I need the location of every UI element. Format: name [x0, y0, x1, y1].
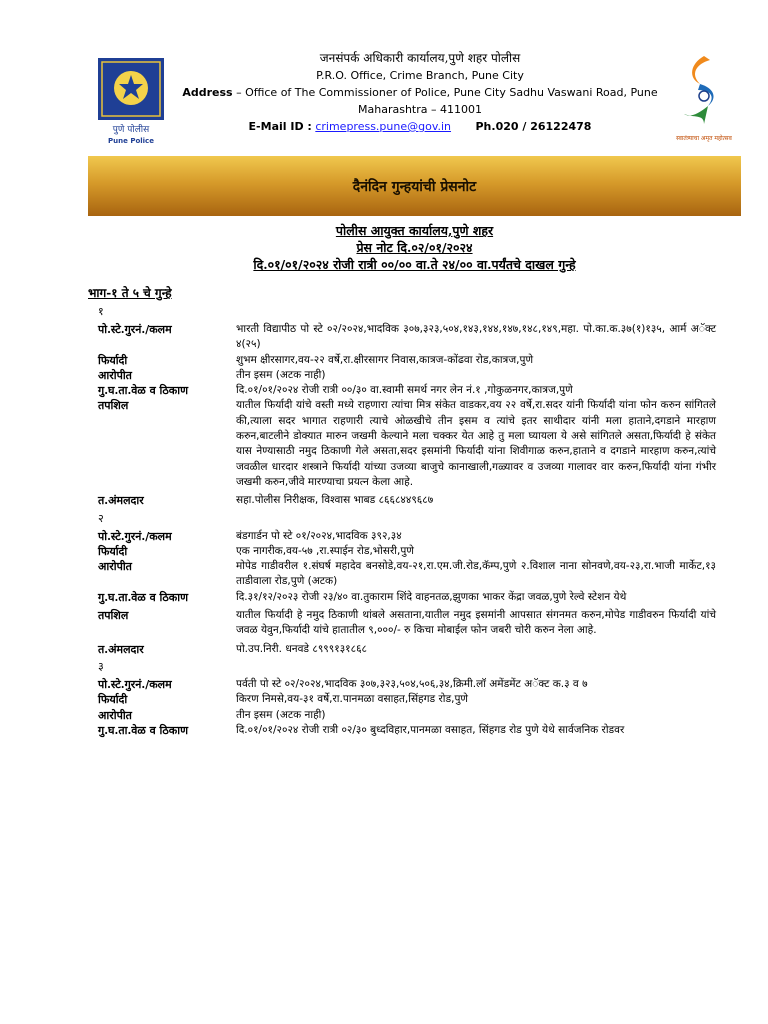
field-value: तीन इसम (अटक नाही) [236, 708, 326, 721]
field-value: यातील फिर्यादी हे नमुद ठिकाणी थांबले असताना,यातील नमुद इसमांनी आपसात संगनमत करुन,मोपेड गाडीवरुन फिर्यादी यांचे जवळ येवुन,फिर्यादी यांचे हातातील ९,०००/- रु किचा मोबाईल फोन जबरी चोरी करुन नेला आहे. [236, 609, 716, 637]
title-line-1-text: पोलीस आयुक्त कार्यालय,पुणे शहर [335, 223, 494, 238]
field-value: पो.उप.निरी. धनवडे ८९९९१३१८६८ [236, 642, 367, 655]
letterhead-text [170, 50, 670, 135]
case-number: १ [98, 305, 104, 318]
case-list [98, 302, 716, 738]
office-title: जनसंपर्क अधिकारी कार्यालय,पुणे शहर पोलीस [319, 51, 521, 65]
email-link[interactable]: crimepress.pune@gov.in [315, 120, 452, 133]
field-label: त.अंमलदार [98, 642, 144, 656]
field-value: दि.०१/०१/२०२४ रोजी रात्री ०२/३० बुध्दविहार,पानमळा वसाहत, सिंहगड रोड पुणे येथे सार्वजनिक रोडवर [236, 723, 625, 736]
field-value: शुभम क्षीरसागर,वय-२२ वर्षे,रा.क्षीरसागर निवास,कात्रज-कोंढवा रोड,कात्रज,पुणे [236, 353, 534, 366]
case-field-time-place [98, 590, 716, 605]
field-label: फिर्यादी [98, 693, 128, 707]
field-label: पो.स्टे.गुरनं./कलम [98, 323, 172, 336]
case-field-time-place [98, 383, 716, 398]
phone-number: Ph.020 / 26122478 [475, 120, 592, 133]
field-label: फिर्यादी [98, 353, 128, 367]
field-value: भारती विद्यापीठ पो स्टे ०२/२०२४,भादविक ३०७,३२३,५०४,१४३,१४४,१४७,१४८,१४९,महा. पो.का.क.३७(१)१३५, आर्म अॅक्ट ४(२५) [236, 323, 716, 351]
case-field-complainant [98, 692, 716, 707]
field-label: गु.घ.ता.वेळ व ठिकाण [98, 384, 189, 398]
office-address [170, 84, 670, 101]
title-banner [88, 156, 741, 216]
letterhead [0, 0, 768, 150]
case-field-complainant [98, 353, 716, 368]
banner-title: दैनंदिन गुन्हयांची प्रेसनोट [352, 178, 477, 195]
field-label: तपशिल [98, 399, 129, 413]
office-subtitle: P.R.O. Office, Crime Branch, Pune City [316, 69, 524, 82]
field-value: मोपेड गाडीवरील १.संघर्ष महादेव बनसोडे,वय-२१,रा.एम.जी.रोड,कॅम्प,पुणे २.विशाल नाना सोनवणे,वय-२३,रा.भाजी मार्केट,१३ ताडीवाला रोड,पुणे (अटक) [236, 560, 716, 588]
field-label: तपशिल [98, 609, 129, 623]
title-line-3 [88, 256, 741, 273]
field-value: दि.३१/१२/२०२३ रोजी २३/४० वा.तुकाराम शिंदे वाहनतळ,झुणका भाकर केंद्रा जवळ,पुणे रेल्वे स्टेशन येथे [236, 590, 627, 603]
office-address-2: Maharashtra – 411001 [358, 103, 482, 116]
amrit-mahotsav-logo-icon [660, 44, 748, 148]
case-field-time-place [98, 723, 716, 738]
part-heading: भाग-१ ते ५ चे गुन्हे [88, 286, 172, 300]
field-value: सहा.पोलीस निरीक्षक, विश्वास भाबड ८६६८४४९६८७ [236, 494, 434, 507]
field-label: गु.घ.ता.वेळ व ठिकाण [98, 590, 189, 604]
field-label: आरोपीत [98, 708, 132, 722]
field-value: एक नागरीक,वय-५७ ,रा.स्पाईन रोड,भोसरी,पुणे [236, 544, 414, 557]
case-field-station [98, 322, 716, 353]
case-field-details [98, 398, 716, 490]
case-field-complainant [98, 544, 716, 559]
case-field-details [98, 608, 716, 639]
address-label: Address [182, 86, 233, 99]
case-field-accused [98, 368, 716, 383]
field-value: दि.०१/०१/२०२४ रोजी रात्री ००/३० वा.स्वामी समर्थ नगर लेन नं.१ ,गोकुळनगर,कात्रज,पुणे [236, 384, 573, 397]
case-field-station [98, 677, 716, 692]
field-value: यातील फिर्यादी यांचे वस्ती मध्ये राहणारा त्यांचा मित्र संकेत वाडकर,वय २२ वर्षे,रा.सदर यांनी फिर्यादी यांना फोन करुन सांगितले की,त्याला सदर भागात राहणारी त्याचे ओळखीचे तीन इसम व त्यांचे इतर साथीदार यांनी मला हाताने,दगडाने मारहाण करुन,बाटलीने डोक्यात मारुन जखमी केल्याने मला चक्कर येत आहे तु मला घ्यायला ये असे सांगितले असता,फिर्यादी हे संकेत यास नेण्यासाठी नमुद ठिकाणी गेले असता,सदर इसमांनी फिर्यादी यांना शिवीगाळ करुन,हाताने व दगडाने मारहाण करुन,त्यांचे जवळील धारदार शस्त्राने फिर्यादी यांच्या उजव्या बाजुचे कानाखाली,गळ्यावर व उजव्या गालावर वार करुन,फिर्यादी यांना गंभीर जखमी करुन,जीवे मारण्याचा प्रयत्न केला आहे. [236, 399, 716, 488]
field-label: पो.स्टे.गुरनं./कलम [98, 677, 172, 691]
press-note-titles [88, 222, 741, 273]
case-number: २ [98, 511, 104, 525]
field-label: फिर्यादी [98, 544, 128, 558]
pune-police-emblem-icon [98, 58, 164, 148]
logo-left-text-en: Pune Police [108, 137, 154, 145]
field-label: त.अंमलदार [98, 494, 144, 508]
case-field-accused [98, 708, 716, 723]
case-field-officer [98, 642, 716, 657]
title-line-2-text: प्रेस नोट दि.०२/०१/२०२४ [356, 240, 473, 255]
field-value: किरण निमसे,वय-३१ वर्षे,रा.पानमळा वसाहत,सिंहगड रोड,पुणे [236, 693, 469, 706]
field-label: पो.स्टे.गुरनं./कलम [98, 529, 172, 543]
logo-right-text: स्वातंत्र्याचा अमृत महोत्सव [676, 135, 732, 142]
email-label: E-Mail ID : [248, 120, 312, 133]
logo-left-text: पुणे पोलीस [112, 125, 150, 135]
title-line-3-text: दि.०१/०१/२०२४ रोजी रात्री ००/०० वा.ते २४/०० वा.पर्यंतचे दाखल गुन्हे [253, 257, 576, 272]
address-text: – Office of The Commissioner of Police, Pune City Sadhu Vaswani Road, Pune [232, 86, 658, 99]
case-number: ३ [98, 659, 104, 673]
contact-line [170, 118, 670, 135]
case-field-officer [98, 493, 716, 508]
field-label: आरोपीत [98, 560, 132, 574]
field-value: तीन इसम (अटक नाही) [236, 368, 326, 381]
case-field-station [98, 529, 716, 544]
field-value: पर्वती पो स्टे ०२/२०२४,भादविक ३०७,३२३,५०४,५०६,३४,क्रिमी.लॉ अमेंडमेंट अॅक्ट क.३ व ७ [236, 677, 588, 690]
field-value: बंडगार्डन पो स्टे ०१/२०२४,भादविक ३९२,३४ [236, 529, 402, 542]
field-label: गु.घ.ता.वेळ व ठिकाण [98, 723, 189, 737]
title-line-2 [88, 239, 741, 256]
title-line-1 [88, 222, 741, 239]
case-field-accused [98, 559, 716, 590]
field-label: आरोपीत [98, 368, 132, 382]
